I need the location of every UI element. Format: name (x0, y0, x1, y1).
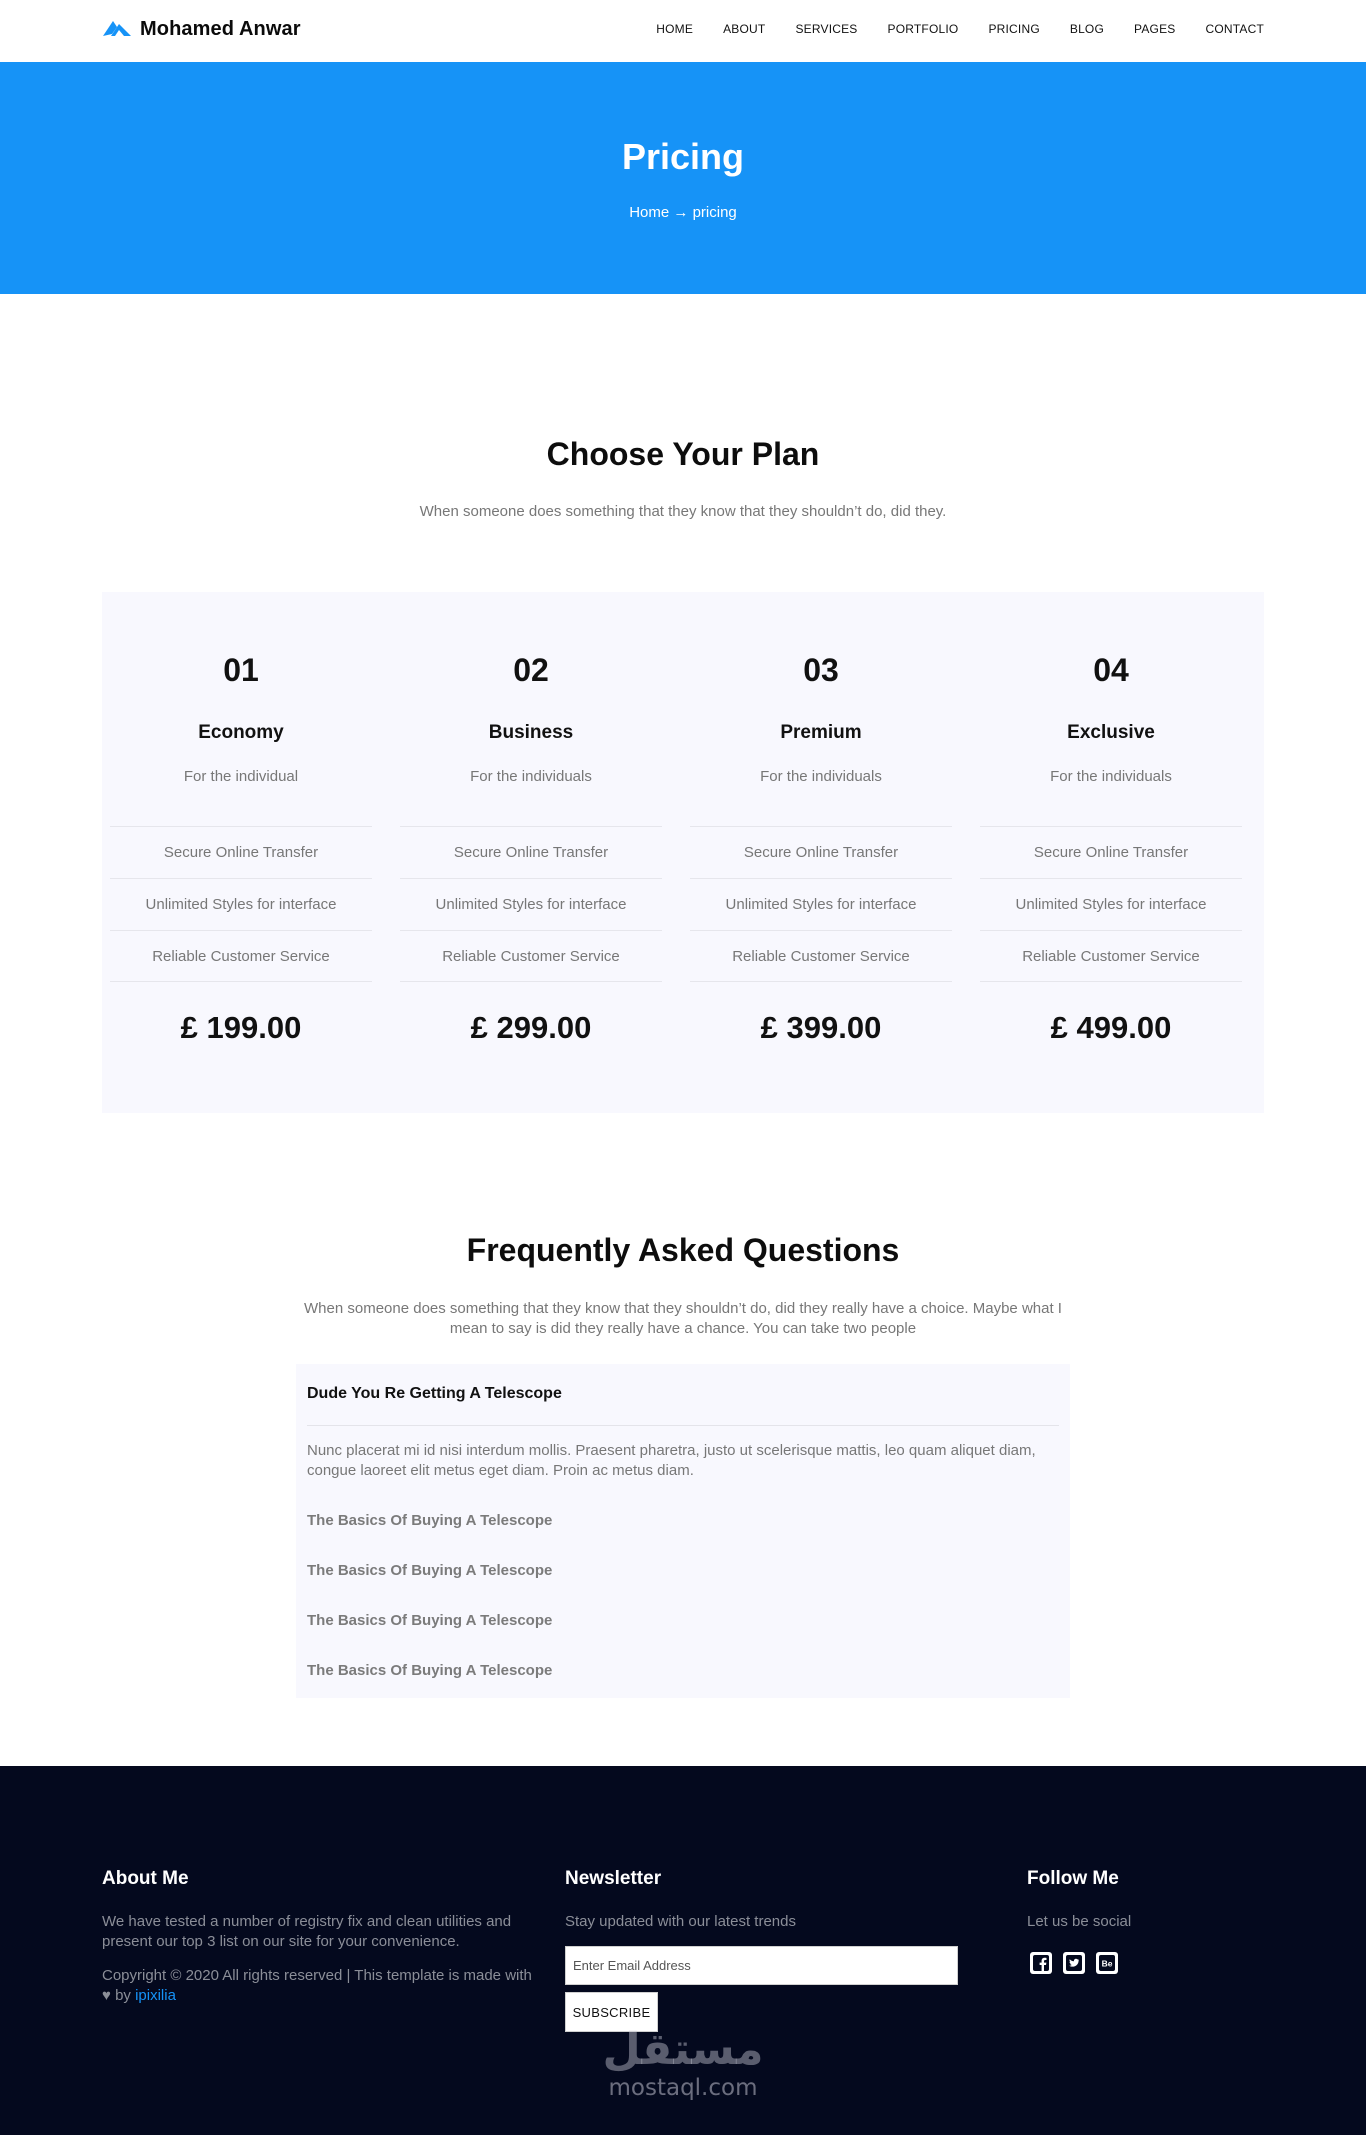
plan-description: For the individuals (1050, 768, 1172, 785)
nav-home[interactable]: HOME (656, 22, 694, 36)
faq-question[interactable]: The Basics Of Buying A Telescope (307, 1662, 553, 1679)
plan-description: For the individuals (760, 768, 882, 785)
plan-feature: Secure Online Transfer (110, 826, 372, 878)
plan-feature: Reliable Customer Service (110, 930, 372, 982)
brand-name: Mohamed Anwar (140, 17, 301, 40)
plan-feature: Reliable Customer Service (400, 930, 662, 982)
plans-title: Choose Your Plan (546, 436, 820, 472)
breadcrumb: Home → pricing (629, 204, 737, 221)
plan-name: Business (488, 722, 574, 743)
footer-copyright (102, 1966, 542, 2006)
social-links (1030, 1952, 1118, 1974)
plan-feature: Reliable Customer Service (980, 930, 1242, 982)
plan-number: 04 (1093, 652, 1129, 688)
plan-feature: Reliable Customer Service (690, 930, 952, 982)
nav-contact[interactable]: CONTACT (1205, 22, 1264, 36)
plan-number: 03 (803, 652, 839, 688)
plans-subtitle: When someone does something that they know that they shouldn’t do, did they. (419, 503, 947, 520)
faq-accordion (296, 1364, 1070, 1698)
twitter-icon[interactable] (1063, 1952, 1085, 1974)
plan-features (690, 826, 952, 982)
faq-question[interactable]: The Basics Of Buying A Telescope (307, 1612, 553, 1629)
plan-name: Premium (780, 722, 862, 743)
brand-link[interactable] (102, 17, 301, 41)
subscribe-button[interactable]: SUBSCRIBE (565, 1992, 658, 2032)
follow-title: Follow Me (1027, 1868, 1119, 1889)
plan-description: For the individual (183, 768, 299, 785)
faq-answer: Nunc placerat mi id nisi interdum mollis. Praesent pharetra, justo ut scelerisque mattis, leo quam aliquet diam, congue laoreet elit metus eget diam. Proin ac metus diam. (307, 1442, 1036, 1479)
faq-question-open[interactable]: Dude You Re Getting A Telescope (307, 1385, 562, 1402)
faq-question[interactable]: The Basics Of Buying A Telescope (307, 1562, 553, 1579)
plan-feature: Unlimited Styles for interface (400, 878, 662, 930)
faq-question[interactable]: The Basics Of Buying A Telescope (307, 1512, 553, 1529)
brand-logo-icon (102, 17, 132, 41)
plan-feature: Unlimited Styles for interface (980, 878, 1242, 930)
credit-link[interactable]: ipixilia (135, 1987, 176, 2004)
footer-about (102, 1868, 542, 2006)
footer-follow (1027, 1868, 1267, 1932)
faq-divider (307, 1425, 1059, 1426)
plan-price: £ 399.00 (760, 1010, 882, 1045)
watermark (560, 2024, 806, 2101)
plan-price: £ 299.00 (470, 1010, 592, 1045)
plan-number: 02 (513, 652, 549, 688)
plan-name: Economy (198, 722, 284, 743)
plan-feature: Secure Online Transfer (980, 826, 1242, 878)
page-title: Pricing (621, 136, 745, 177)
faq-title: Frequently Asked Questions (466, 1232, 900, 1268)
plan-feature: Secure Online Transfer (690, 826, 952, 878)
copyright-text: Copyright © 2020 All rights reserved | This template is made with ♥ by (102, 1967, 532, 2004)
plan-features (980, 826, 1242, 982)
plan-card-exclusive (972, 592, 1250, 1113)
newsletter-text: Stay updated with our latest trends (565, 1913, 796, 1930)
hero-banner (0, 62, 1366, 294)
nav-about[interactable]: ABOUT (723, 22, 766, 36)
plan-card-premium (682, 592, 960, 1113)
plan-features (110, 826, 372, 982)
faq-subtitle: When someone does something that they know that they shouldn’t do, did they really have a choice. Maybe what I mean to say is did they really have a chance. You can take two people (304, 1300, 1062, 1337)
follow-text: Let us be social (1027, 1913, 1132, 1930)
main-nav (656, 22, 1264, 36)
plan-card-economy (102, 592, 380, 1113)
plan-price: £ 499.00 (1050, 1010, 1172, 1045)
svg-text:Be: Be (1101, 1958, 1113, 1969)
plan-feature: Secure Online Transfer (400, 826, 662, 878)
navbar (0, 0, 1366, 62)
plan-description: For the individuals (470, 768, 592, 785)
footer-about-text: We have tested a number of registry fix and clean utilities and present our top 3 list on our site for your convenience. (102, 1913, 512, 1950)
watermark-arabic: مستقل (602, 2024, 764, 2075)
plan-features (400, 826, 662, 982)
nav-portfolio[interactable]: PORTFOLIO (887, 22, 959, 36)
facebook-icon[interactable] (1030, 1952, 1052, 1974)
pricing-plans (102, 592, 1264, 1113)
nav-pricing[interactable]: PRICING (988, 22, 1040, 36)
plan-name: Exclusive (1067, 722, 1155, 743)
plan-price: £ 199.00 (180, 1010, 302, 1045)
nav-services[interactable]: SERVICES (795, 22, 858, 36)
nav-blog[interactable]: BLOG (1069, 22, 1105, 36)
nav-pages[interactable]: PAGES (1134, 22, 1176, 36)
plan-card-business (392, 592, 670, 1113)
watermark-latin: mostaql.com (608, 2075, 758, 2101)
newsletter-email-input[interactable] (565, 1946, 958, 1985)
plan-number: 01 (223, 652, 259, 688)
newsletter-title: Newsletter (565, 1868, 662, 1889)
footer-newsletter (565, 1868, 965, 1932)
footer-about-title: About Me (102, 1868, 189, 1889)
plan-feature: Unlimited Styles for interface (110, 878, 372, 930)
behance-icon[interactable] (1096, 1952, 1118, 1974)
plan-feature: Unlimited Styles for interface (690, 878, 952, 930)
